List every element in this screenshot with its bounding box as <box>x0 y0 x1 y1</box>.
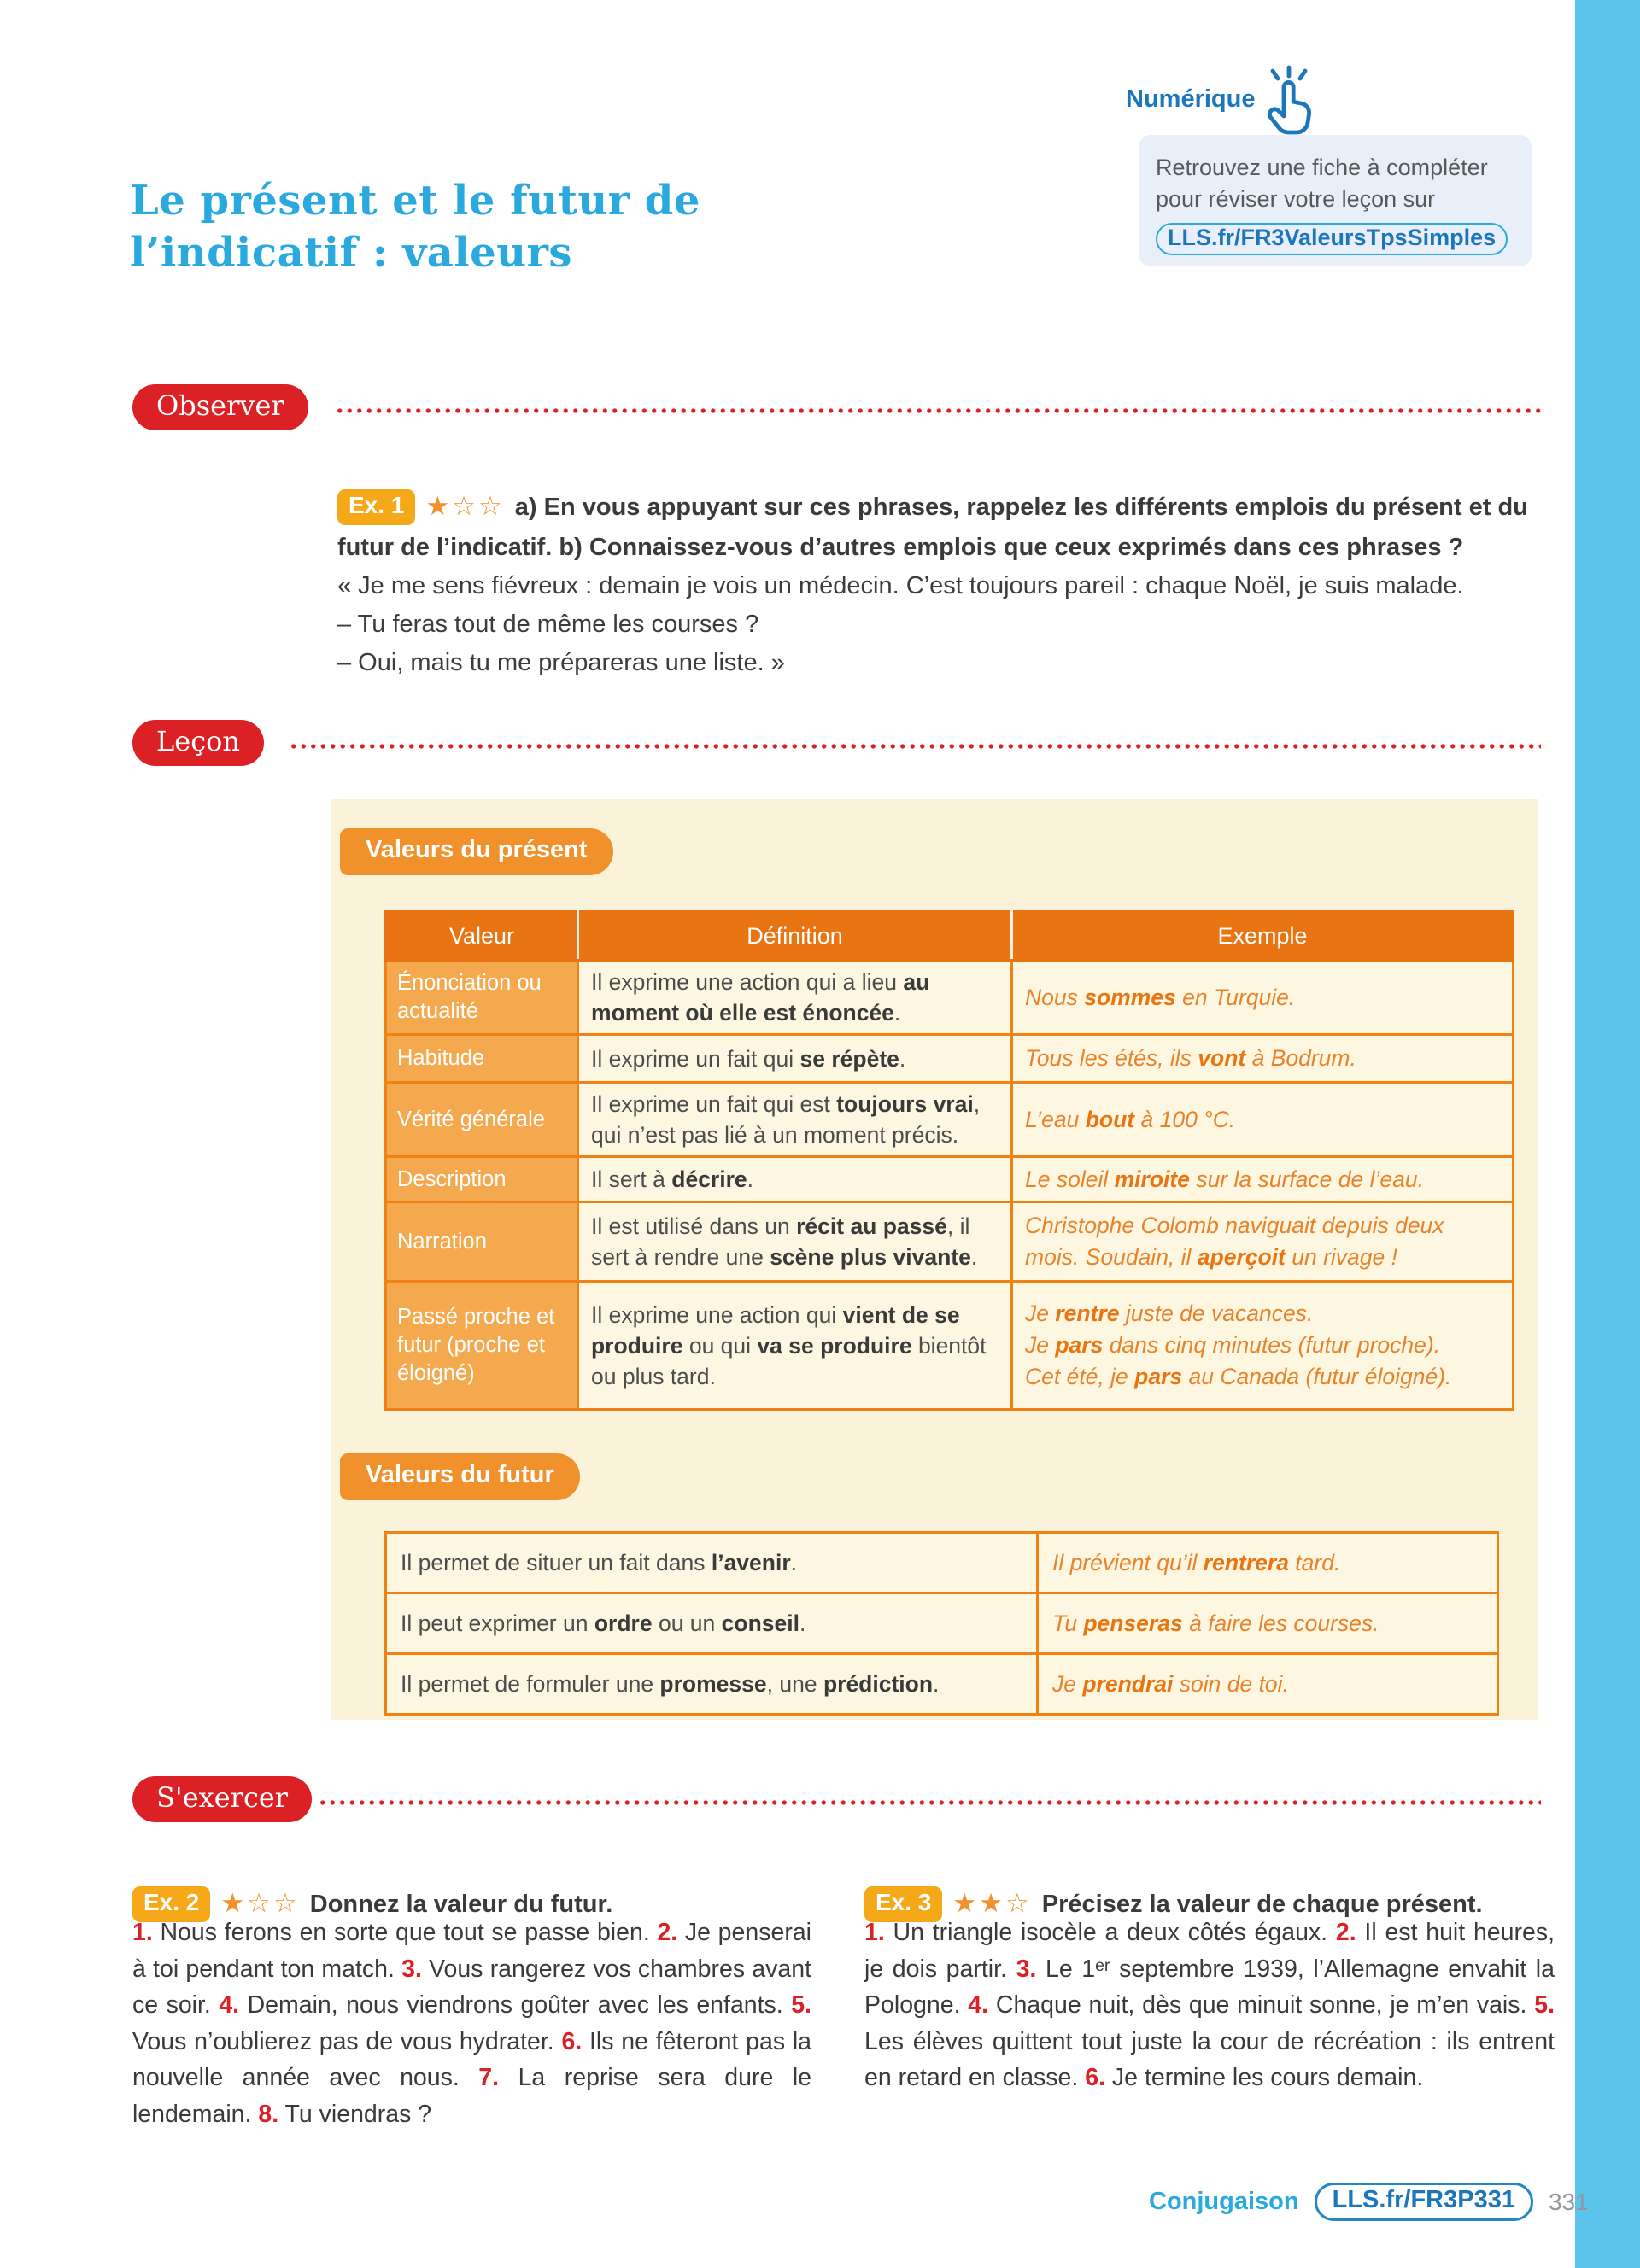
ex3-instruction: Précisez la valeur de chaque présent. <box>1041 1891 1483 1918</box>
ex1-heading <box>337 486 1550 568</box>
observer-dotted-divider <box>335 408 1541 413</box>
sentence-number: 7. <box>478 2064 500 2091</box>
exemple-cell: Je rentre juste de vacances. Je pars dans cinq minutes (futur proche). Cet été, je pars au Canada (futur éloigné). <box>1012 1282 1514 1410</box>
sentence: 3. Vous rangerez vos chambres avant ce soir. <box>132 1955 811 2019</box>
exemple-cell: Il prévient qu’il rentrera tard. <box>1038 1533 1498 1593</box>
present-table-body <box>386 961 1514 1410</box>
exemple-cell: Tu penseras à faire les courses. <box>1038 1593 1498 1654</box>
table-row <box>386 1157 1514 1202</box>
sentence: 5. Vous n’oublierez pas de vous hydrater. <box>132 1991 811 2055</box>
header-exemple: Exemple <box>1012 912 1514 961</box>
futur-values-table <box>384 1531 1499 1716</box>
header-definition: Définition <box>578 912 1012 961</box>
table-row <box>386 1202 1514 1282</box>
sentence-number: 5. <box>1534 1991 1555 2019</box>
ex2-badge: Ex. 2 <box>132 1886 210 1922</box>
sentence-number: 8. <box>258 2100 279 2128</box>
definition-cell: Il exprime une action qui a lieu au moment où elle est énoncée. <box>578 961 1012 1035</box>
quote-line: – Tu feras tout de même les courses ? <box>337 611 759 638</box>
section-sexercer: S'exercer <box>132 1776 312 1822</box>
sentence-number: 3. <box>1016 1955 1037 1983</box>
sentence: 3. Le 1ᵉʳ septembre 1939, l’Allemagne envahit la Pologne. <box>864 1955 1555 2019</box>
numerique-link[interactable]: LLS.fr/FR3ValeursTpsSimples <box>1156 223 1508 255</box>
page-footer <box>1149 2183 1589 2221</box>
numerique-box <box>1139 135 1532 266</box>
sentence: 2. Je penserai à toi pendant ton match. <box>132 1919 812 1983</box>
sentence: 1. Nous ferons en sorte que tout se passe bien. <box>132 1919 658 1946</box>
sentence: 8. Tu viendras ? <box>258 2100 432 2128</box>
quote-line: – Oui, mais tu me prépareras une liste. » <box>337 649 785 676</box>
footer-section-label: Conjugaison <box>1149 2188 1299 2215</box>
sentence: 1. Un triangle isocèle a deux côtés égaux. <box>864 1919 1336 1946</box>
quote-line: « Je me sens fiévreux : demain je vois un médecin. C’est toujours pareil : chaque Noël, je suis malade. <box>337 572 1464 599</box>
table-header-row <box>386 912 1514 961</box>
definition-cell: Il est utilisé dans un récit au passé, il sert à rendre une scène plus vivante. <box>578 1202 1012 1282</box>
ex3-stars: ★★☆ <box>952 1888 1032 1918</box>
sentence-number: 3. <box>401 1955 422 1983</box>
valeur-cell: Description <box>386 1157 578 1202</box>
numerique-text-line1: Retrouvez une fiche à compléter <box>1156 155 1488 180</box>
sentence-number: 1. <box>864 1919 885 1946</box>
exemple-cell: Tous les étés, ils vont à Bodrum. <box>1012 1035 1514 1083</box>
page-edge-bar <box>1575 0 1640 2268</box>
valeur-cell: Habitude <box>386 1035 578 1083</box>
futur-values-title: Valeurs du futur <box>340 1453 580 1500</box>
sentence: 6. Ils ne fêteront pas la nouvelle année avec nous. <box>132 2027 811 2091</box>
sentence-number: 1. <box>132 1919 153 1946</box>
sexercer-dotted-divider <box>318 1800 1541 1805</box>
sentence-number: 5. <box>791 1991 811 2019</box>
ex1-instruction: a) En vous appuyant sur ces phrases, rappelez les différents emplois du présent et du futur de l’indicatif. b) Connaissez-vous d’autres emplois que ceux exprimés dans ces phrases ? <box>337 494 1528 561</box>
definition-cell: Il permet de formuler une promesse, une prédiction. <box>386 1654 1038 1715</box>
ex2-stars: ★☆☆ <box>220 1888 300 1918</box>
exemple-cell: Christophe Colomb naviguait depuis deux mois. Soudain, il aperçoit un rivage ! <box>1012 1202 1514 1282</box>
valeur-cell: Passé proche et futur (proche et éloigné) <box>386 1282 578 1410</box>
page-title <box>130 175 700 279</box>
definition-cell: Il exprime une action qui vient de se produire ou qui va se produire bientôt ou plus tard. <box>578 1282 1012 1410</box>
definition-cell: Il exprime un fait qui se répète. <box>578 1035 1012 1083</box>
sentence-number: 4. <box>219 1991 240 2019</box>
futur-table-body <box>386 1533 1498 1715</box>
page-number: 331 <box>1548 2188 1589 2215</box>
table-row <box>386 1593 1498 1654</box>
table-row <box>386 1083 1514 1157</box>
numerique-label: Numérique <box>1126 85 1256 113</box>
ex1-quote <box>337 567 1559 682</box>
ex1-stars: ★☆☆ <box>425 491 505 521</box>
definition-cell: Il peut exprimer un ordre ou un conseil. <box>386 1593 1038 1654</box>
table-row <box>386 1533 1498 1593</box>
definition-cell: Il exprime un fait qui est toujours vrai, qui n’est pas lié à un moment précis. <box>578 1083 1012 1157</box>
page-title-line1: Le présent et le futur de <box>130 177 700 225</box>
present-values-title: Valeurs du présent <box>340 828 613 875</box>
sentence-number: 6. <box>1085 2064 1106 2091</box>
exemple-cell: L’eau bout à 100 °C. <box>1012 1083 1514 1157</box>
table-row <box>386 961 1514 1035</box>
exemple-cell: Le soleil miroite sur la surface de l’eau. <box>1012 1157 1514 1202</box>
table-row <box>386 1654 1498 1715</box>
exemple-cell: Nous sommes en Turquie. <box>1012 961 1514 1035</box>
present-values-table <box>384 910 1514 1411</box>
sentence: 4. Chaque nuit, dès que minuit sonne, je m’en vais. <box>968 1991 1535 2019</box>
ex3-badge: Ex. 3 <box>864 1886 942 1922</box>
definition-cell: Il permet de situer un fait dans l’avenir. <box>386 1533 1038 1593</box>
ex2-instruction: Donnez la valeur du futur. <box>309 1891 613 1918</box>
sentence-number: 2. <box>657 1919 678 1946</box>
sentence-number: 4. <box>968 1991 989 2019</box>
table-row <box>386 1282 1514 1410</box>
definition-cell: Il sert à décrire. <box>578 1157 1012 1202</box>
sentence: 6. Je termine les cours demain. <box>1085 2064 1424 2091</box>
table-row <box>386 1035 1514 1083</box>
sentence: 4. Demain, nous viendrons goûter avec les enfants. <box>219 1991 792 2019</box>
exemple-cell: Je prendrai soin de toi. <box>1038 1654 1498 1715</box>
sentence: 2. Il est huit heures, je dois partir. <box>864 1919 1555 1983</box>
footer-link[interactable]: LLS.fr/FR3P331 <box>1315 2183 1533 2221</box>
lecon-dotted-divider <box>289 744 1541 749</box>
click-hand-icon <box>1259 65 1324 137</box>
valeur-cell: Vérité générale <box>386 1083 578 1157</box>
valeur-cell: Narration <box>386 1202 578 1282</box>
sentence-number: 2. <box>1335 1919 1356 1946</box>
section-observer: Observer <box>132 384 308 430</box>
section-lecon: Leçon <box>132 720 264 766</box>
valeur-cell: Énonciation ou actualité <box>386 961 578 1035</box>
sentence-number: 6. <box>561 2027 583 2055</box>
header-valeur: Valeur <box>386 912 578 961</box>
page-title-line2: l’indicatif : valeurs <box>130 229 572 277</box>
sentence: 7. La reprise sera dure le lendemain. <box>132 2064 811 2128</box>
numerique-text-line2: pour réviser votre leçon sur <box>1156 186 1436 212</box>
ex2-body <box>132 1914 811 2132</box>
sentence: 5. Les élèves quittent tout juste la cour de récréation : ils entrent en retard en classe. <box>864 1991 1555 2091</box>
ex3-body <box>864 1914 1555 2096</box>
ex1-badge: Ex. 1 <box>337 489 415 525</box>
